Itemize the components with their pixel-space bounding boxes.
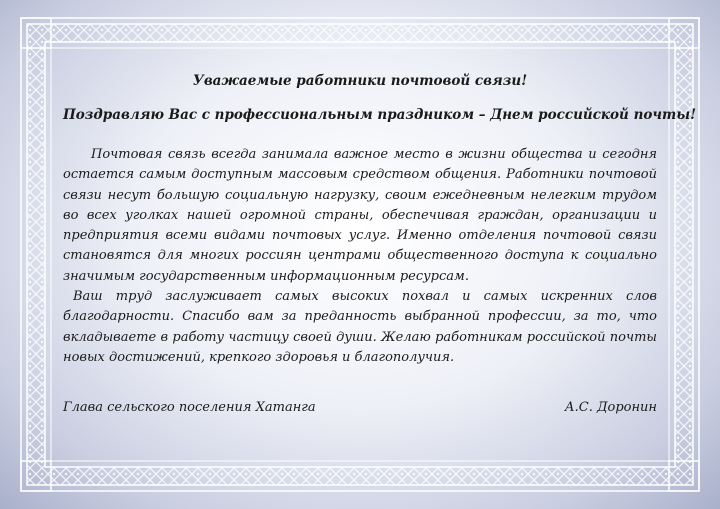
letter-paragraph-1: Почтовая связь всегда занимала важное место в жизни общества и сегодня остается самым доступным массовым средством общения. Работники почтовой связи несут большую социальную нагрузку, своим ежедневным нелегким трудом во всех уголках нашей огромной страны, обеспечивая граждан, организации и предприятия всеми видами почтовых услуг. Именно отделения почтовой связи становятся для многих россиян центрами общественного доступа к социально значимым государственным информационным ресурсам. bbox=[63, 147, 657, 284]
signature-name: А.С. Доронин bbox=[564, 400, 657, 416]
congratulation-line: Поздравляю Вас с профессиональным праздником – Днем российской почты! bbox=[63, 107, 696, 123]
signature-title: Глава сельского поселения Хатанга bbox=[63, 400, 316, 416]
letter-body bbox=[63, 66, 696, 416]
signature-block bbox=[63, 400, 657, 415]
letter-paragraph-2: Ваш труд заслуживает самых высоких похвал и самых искренних слов благодарности. Спасибо вам за преданность выбранной профессии, за то, что вкладываете в работу частицу своей души. Желаю работникам российской почты новых достижений, крепкого здоровья и благополучия. bbox=[63, 289, 657, 365]
greeting-heading: Уважаемые работники почтовой связи! bbox=[192, 73, 528, 89]
